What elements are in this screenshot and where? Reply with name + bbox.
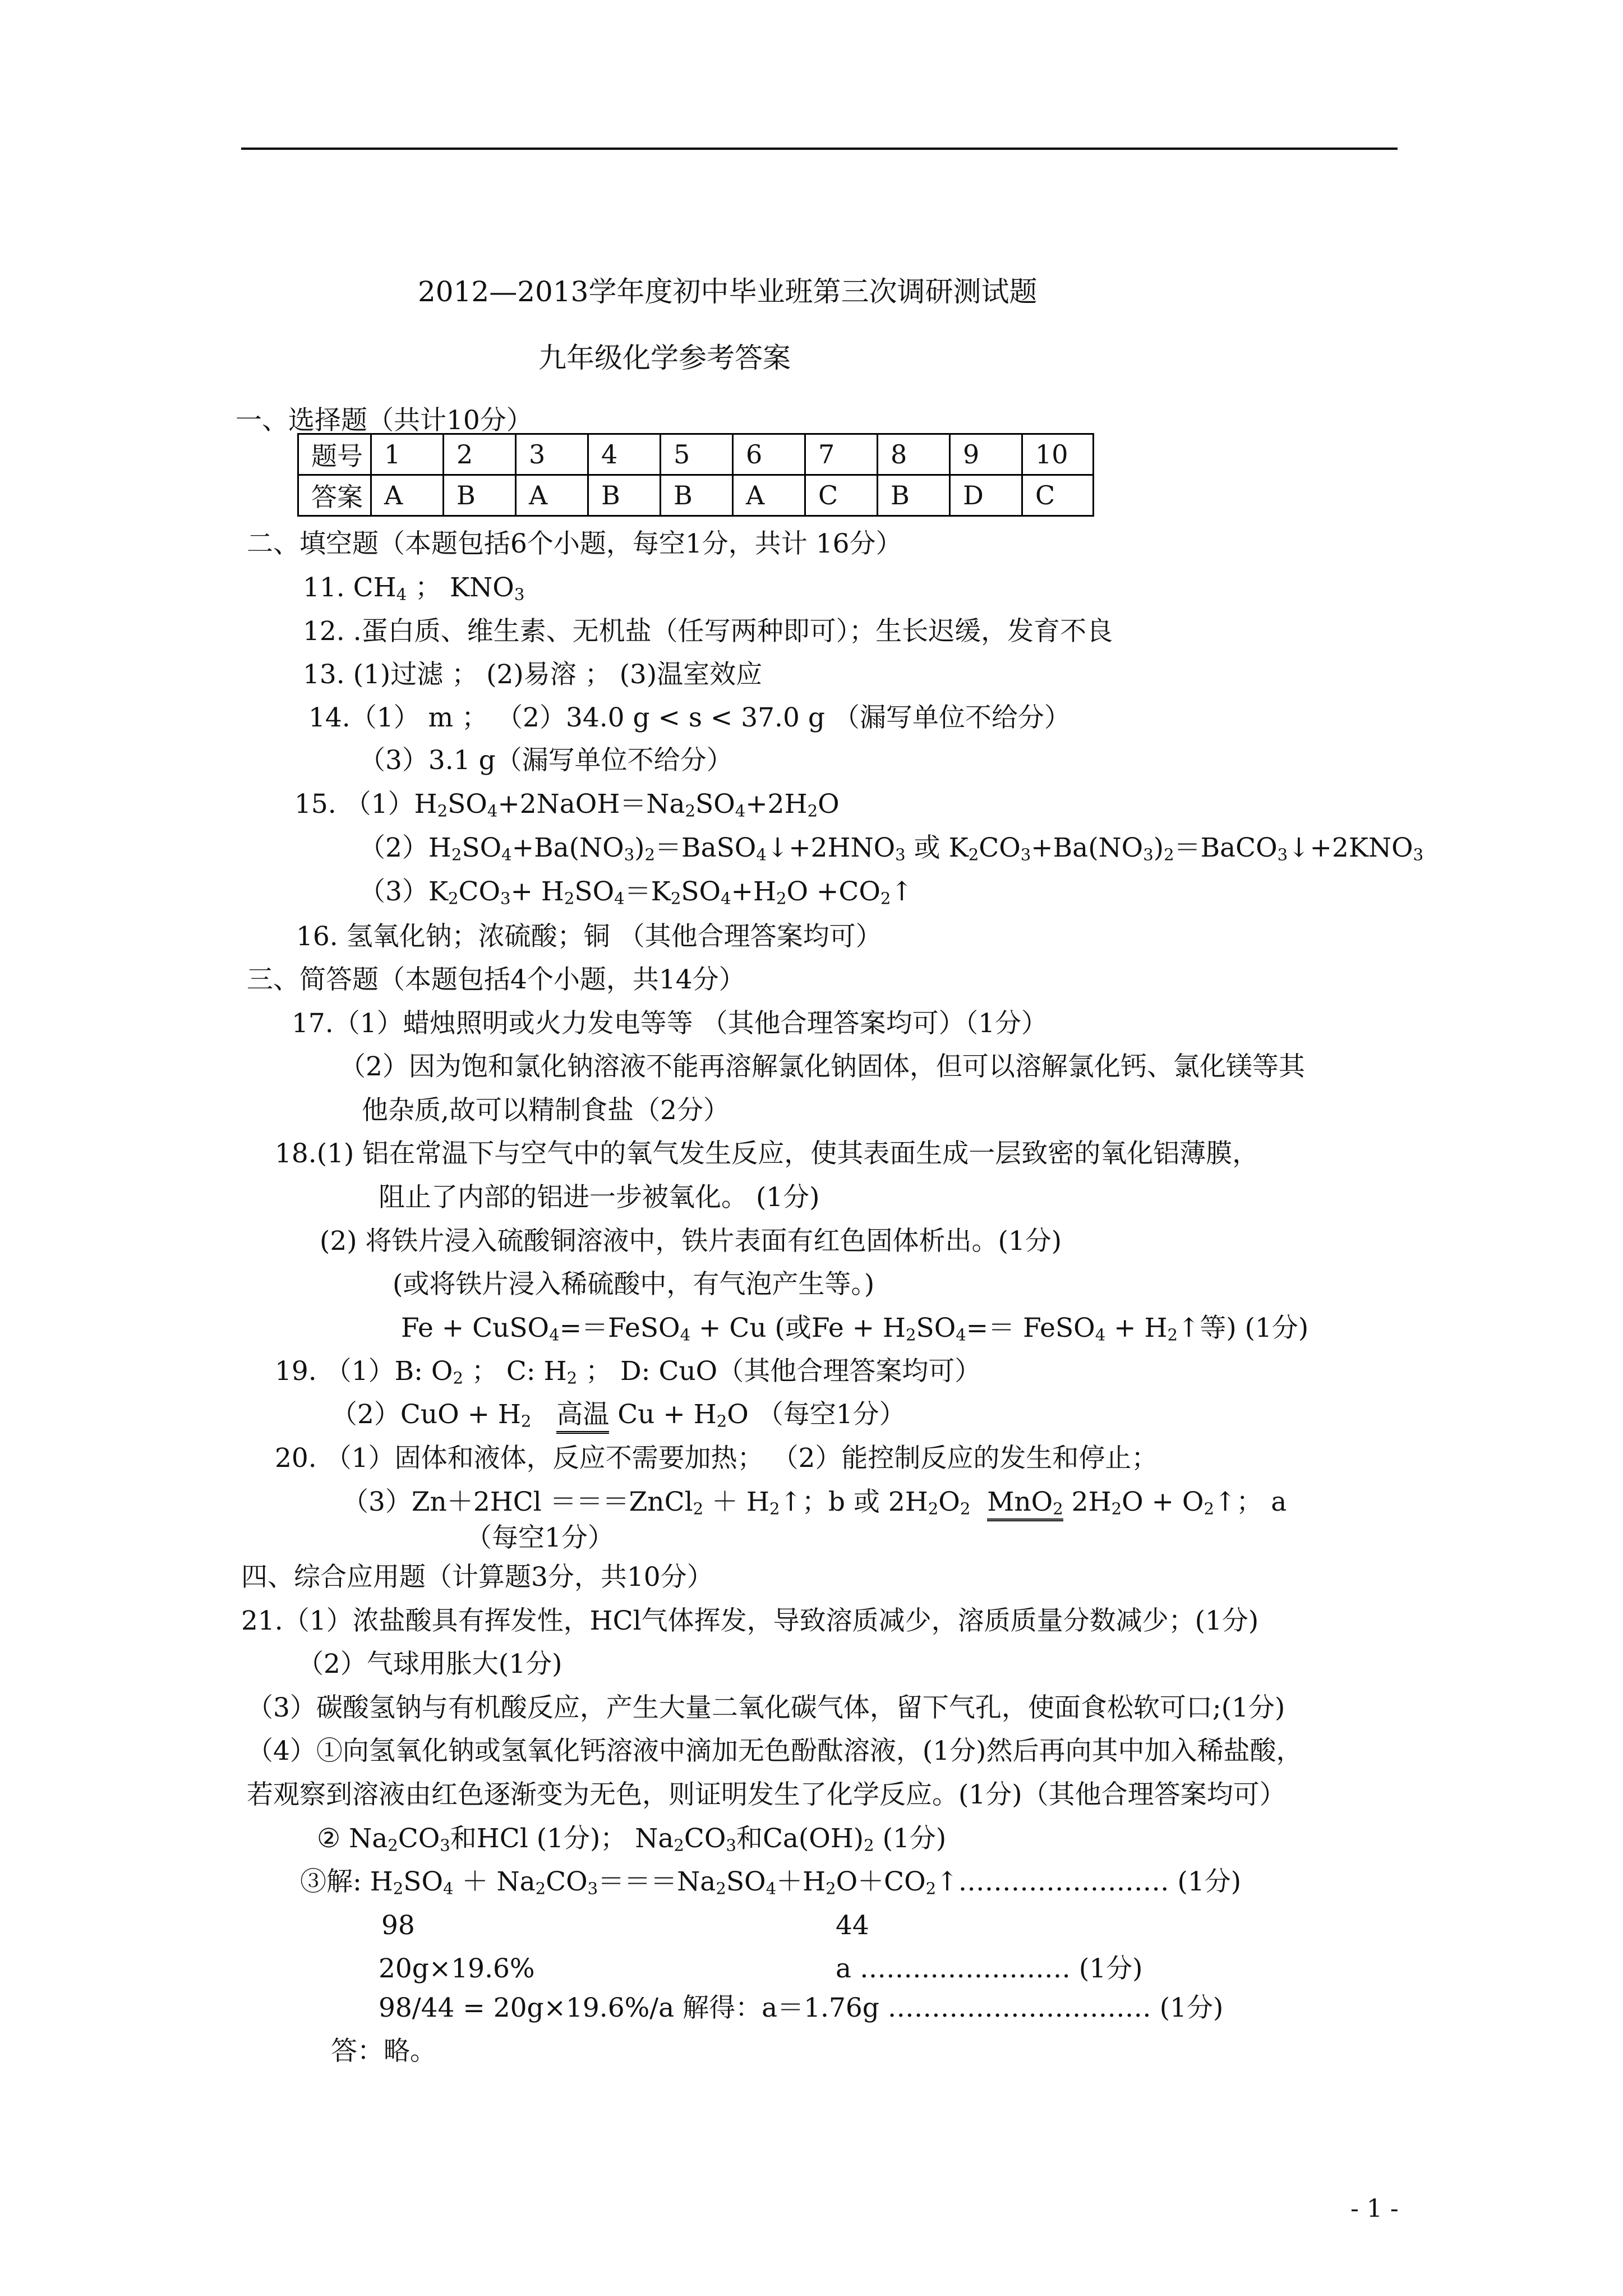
answer-line-19-1: 19. （1）B: $O_2$ ； C: $H_2$ ； D: CuO（其他合理答案均可） [275,1356,981,1388]
calc-molar-mass-98: 98 [381,1910,415,1941]
answer-line-14: 14.（1） m ； （2）34.0 g < s < 37.0 g （漏写单位不给分） [308,702,1071,733]
page-subtitle: 九年级化学参考答案 [538,342,791,374]
answer-line-21-1: 21.（1）浓盐酸具有挥发性，HCl气体挥发，导致溶质减少，溶质质量分数减少；(1分) [241,1605,1259,1636]
catalyst-mno2: MnO$_2$ [987,1487,1063,1521]
answer-line-15-2: $(2)H_2SO_4+Ba(NO_3)_2=BaSO_4↓+2HNO_3$ 或 $K_2CO_3+Ba(NO_3)_2=BaCO_3↓+2KNO_3$ [359,832,1424,864]
answer-line-18-2: 阻止了内部的铝进一步被氧化。 (1分) [379,1182,820,1213]
reaction-condition-high-temp: 高温 [556,1399,609,1434]
table-cell: A [733,475,805,516]
answer-line-20-3: （每空1分） [465,1522,614,1553]
answer-line-19-2: $(2)CuO + H_2$ 高温 $Cu + H_2O$ （每空1分） [331,1398,906,1432]
table-cell: B [444,475,516,516]
table-cell: D [950,475,1022,516]
answer-line-20-2: （3）Zn＋2HCl ＝＝＝ZnCl$_2$ ＋ $H_2↑$；b 或 $2H_2O_2$ MnO$_2$ $2H_2O$ + $O_2↑$； a [342,1485,1287,1519]
answer-line-18-5: Fe + CuSO$_4$=＝FeSO$_4$ + Cu (或$Fe + H_2SO_4==$ FeSO$_4$ + $H_2↑$等) (1分) [401,1313,1309,1345]
answer-line-21-7: ③解: $H_2SO_4$ ＋ $Na_2CO_3===Na_2SO_4+H_2O+CO_2↑\dots\dots\dots\dots\dots\dots\dots\dots$ (1分) [300,1866,1242,1898]
answer-line-21-4: （4）①向氢氧化钠或氢氧化钙溶液中滴加无色酚酞溶液，(1分)然后再向其中加入稀盐酸， [247,1736,1303,1766]
answer-line-17-3: 他杂质,故可以精制食盐（2分） [362,1095,730,1126]
calc-unknown-a: a …………………… (1分) [836,1953,1143,1984]
section-3-heading: 三、简答题（本题包括4个小题，共14分） [247,964,745,995]
table-cell: 9 [950,434,1022,475]
answer-line-17-2: （2）因为饱和氯化钠溶液不能再溶解氯化钠固体，但可以溶解氯化钙、氯化镁等其 [339,1051,1305,1082]
table-cell: 4 [588,434,661,475]
table-cell: 2 [444,434,516,475]
answer-line-21-6: ② $Na_2CO_3$和HCl (1分)； $Na_2CO_3$和$Ca(OH)_2$ (1分) [317,1823,947,1855]
table-cell: A [371,475,444,516]
answer-line-20-1: 20. （1）固体和液体，反应不需要加热； （2）能控制反应的发生和停止； [275,1443,1158,1474]
answer-table [297,433,1094,517]
table-cell: 6 [733,434,805,475]
table-row-questions [298,434,1094,475]
table-cell: C [1022,475,1094,516]
section-1-heading: 一、选择题（共计10分） [236,405,533,436]
answer-line-18-1: 18.(1) 铝在常温下与空气中的氧气发生反应，使其表面生成一层致密的氧化铝薄膜， [275,1138,1259,1169]
header-rule [241,148,1398,150]
answer-line-18-3: (2) 将铁片浸入硫酸铜溶液中，铁片表面有红色固体析出。(1分) [320,1226,1062,1257]
answer-line-11: 11. $CH_4$ ； $KNO_3$ [303,572,525,604]
table-cell: B [661,475,733,516]
table-row-answers [298,475,1094,516]
answer-line-21-5: 若观察到溶液由红色逐渐变为无色，则证明发生了化学反应。(1分)（其他合理答案均可） [247,1779,1286,1810]
calc-solution: 98/44 = 20g×19.6%/a 解得：a＝1.76g ………………………… (1分) [379,1993,1224,2023]
table-cell: C [805,475,878,516]
answer-line-15-1: 15. $(1)H_2SO_4+2NaOH=Na_2SO_4+2H_2O$ [294,789,840,821]
answer-line-14-3: （3）3.1 g（漏写单位不给分） [359,745,733,776]
section-2-heading: 二、填空题（本题包括6个小题，每空1分，共计 16分） [247,528,902,559]
table-cell: 7 [805,434,878,475]
table-cell: 5 [661,434,733,475]
answer-line-16: 16. 氢氧化钠；浓硫酸；铜 （其他合理答案均可） [296,921,882,952]
answer-line-18-4: (或将铁片浸入稀硫酸中，有气泡产生等。) [393,1269,875,1300]
answer-line-15-3: $(3)K_2CO_3+ H_2SO_4=K_2SO_4+H_2O$ $+CO_2↑$ [359,876,913,908]
table-cell: B [878,475,950,516]
calc-given-mass: 20g×19.6% [379,1953,535,1984]
table-cell: 3 [516,434,588,475]
page-number: - 1 - [1350,2194,1399,2223]
table-header-cell: 题号 [298,434,371,475]
page-title: 2012—2013学年度初中毕业班第三次调研测试题 [418,275,1038,308]
section-4-heading: 四、综合应用题（计算题3分，共10分） [241,1562,713,1593]
table-header-cell: 答案 [298,475,371,516]
table-cell: 8 [878,434,950,475]
calc-answer: 答：略。 [331,2036,436,2067]
answer-line-21-2: （2）气球用胀大(1分) [297,1649,562,1680]
table-cell: A [516,475,588,516]
answer-line-21-3: （3）碳酸氢钠与有机酸反应，产生大量二氧化碳气体，留下气孔，使面食松软可口;(1分) [247,1692,1285,1723]
calc-molar-mass-44: 44 [836,1910,869,1941]
table-cell: 10 [1022,434,1094,475]
answer-line-12: 12. .蛋白质、维生素、无机盐（任写两种即可）；生长迟缓，发育不良 [303,616,1113,647]
table-cell: 1 [371,434,444,475]
answer-line-17-1: 17.（1）蜡烛照明或火力发电等等 （其他合理答案均可）（1分） [292,1008,1048,1039]
table-cell: B [588,475,661,516]
answer-line-13: 13. (1)过滤 ； (2)易溶 ； (3)温室效应 [303,659,763,690]
